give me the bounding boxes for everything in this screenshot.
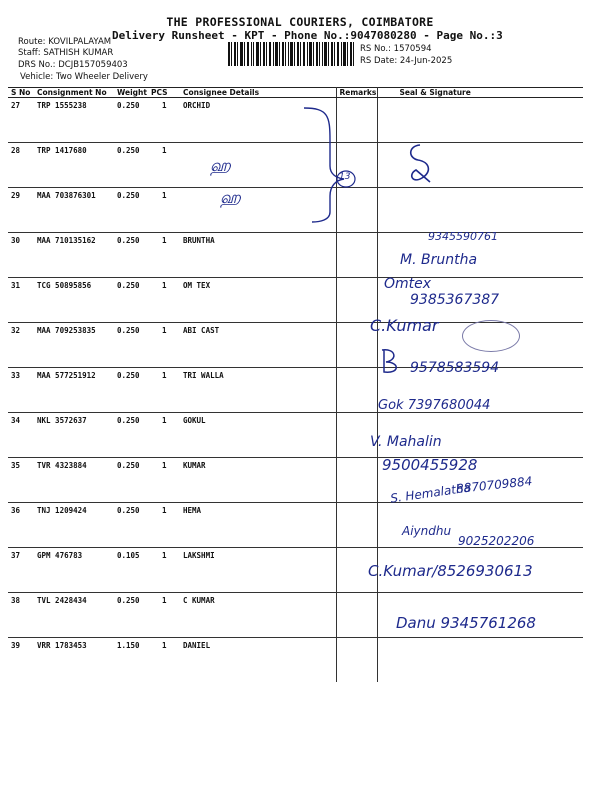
col-consignment: Consignment No [34,88,114,98]
row-weight: 0.250 [114,98,148,143]
row-seal [377,98,583,143]
row-consignment: TVR 4323884 [34,458,114,503]
runsheet-title: Delivery Runsheet - KPT - Phone No.:9047080280 - Page No.:3 [112,29,503,42]
row-pcs: 1 [148,458,180,503]
brace-mark [300,100,360,225]
row-weight: 0.250 [114,233,148,278]
row-remarks [336,503,377,548]
row-consignment: MAA 577251912 [34,368,114,413]
row-sno: 38 [8,593,34,638]
staff-label: Staff: SATHISH KUMAR [18,48,114,58]
row-consignment: TNJ 1209424 [34,503,114,548]
route-label: Route: KOVILPALAYAM [18,37,112,47]
row36-sign: S. Hemalatha [389,480,472,506]
row-remarks [336,593,377,638]
row-pcs: 1 [148,233,180,278]
row-pcs: 1 [148,368,180,413]
table-row [8,188,583,233]
row-consignee: BRUNTHA [180,233,336,278]
table-row [8,143,583,188]
row-sno: 30 [8,233,34,278]
row-consignment: TRP 1555238 [34,98,114,143]
row-sno: 36 [8,503,34,548]
row-consignment: TCG 50895856 [34,278,114,323]
row31-sign: Omtex [384,276,432,292]
runsheet-table [8,87,583,682]
row-consignee: ABI CAST [180,323,336,368]
row-pcs: 1 [148,323,180,368]
row38-sign: C.Kumar/8526930613 [368,562,533,580]
row-consignment: TVL 2428434 [34,593,114,638]
row-pcs: 1 [148,143,180,188]
row-sno: 27 [8,98,34,143]
col-weight: Weight [114,88,148,98]
row31-phone: 9385367387 [410,292,500,308]
row-weight: 0.250 [114,323,148,368]
row-weight: 0.250 [114,503,148,548]
row-weight: 1.150 [117,641,140,650]
row-consignee: HEMA [180,503,336,548]
table-header-row [8,88,583,98]
row35-phone: 9500455928 [382,456,478,474]
row33-sign [376,346,402,376]
row-consignment: NKL 3572637 [34,413,114,458]
remark-handwritten: 13 [339,172,351,182]
row-seal [377,188,583,233]
row36-phone: 8870709884 [455,474,533,496]
row-pcs: 1 [148,188,180,233]
row-consignee: DANIEL [180,638,336,683]
row34-sign: Gok 7397680044 [378,398,491,413]
table-row [8,98,583,143]
row-consignee: KUMAR [180,458,336,503]
row-consignment: GPM 476783 [34,548,114,593]
row-consignment: TRP 1417680 [34,143,114,188]
row32-sign: C.Kumar [370,316,439,335]
row-weight: 0.250 [114,413,148,458]
row39-sign: Danu 9345761268 [396,614,536,632]
row28-mark: ஹ [210,156,231,176]
courier-stamp [462,320,520,352]
row35-sign: V. Mahalin [370,434,442,450]
row-pcs: 1 [148,503,180,548]
row-weight: 0.250 [114,368,148,413]
company-name: THE PROFESSIONAL COURIERS, COIMBATORE [166,15,434,29]
row-weight: 0.250 [114,143,148,188]
row-consignee: ORCHID [180,98,336,143]
drs-number: DRS No.: DCJB157059403 [18,60,128,70]
row-pcs: 1 [148,278,180,323]
row-pcs: 1 [162,641,167,650]
row-consignment: MAA 710135162 [34,233,114,278]
row-remarks [336,233,377,278]
col-pcs: PCS [148,88,180,98]
row-seal [377,638,583,683]
row-sno: 39 [11,641,21,650]
row-sno: 37 [8,548,34,593]
row-pcs: 1 [148,548,180,593]
row-sno: 28 [8,143,34,188]
vehicle-label: Vehicle: Two Wheeler Delivery [20,72,148,82]
rs-number: RS No.: 1570594 [360,44,432,54]
row-consignee: LAKSHMI [180,548,336,593]
row33-phone: 9578583594 [410,360,500,376]
row-weight: 0.250 [114,458,148,503]
row-consignment: MAA 709253835 [34,323,114,368]
row-sno: 33 [8,368,34,413]
row-weight: 0.250 [114,278,148,323]
row37-phone: 9025202206 [458,534,535,548]
barcode-image [228,42,354,66]
col-sno: S No [8,88,34,98]
row-consignee: GOKUL [180,413,336,458]
col-seal: Seal & Signature [377,88,583,98]
table-row [8,638,583,683]
row-consignment: VRR 1783453 [37,641,87,650]
row30-phone: 9345590761 [428,230,498,243]
row-sno: 31 [8,278,34,323]
row-consignee: C KUMAR [180,593,336,638]
signature-loop [400,142,440,188]
row-sno: 32 [8,323,34,368]
row-consignee: OM TEX [180,278,336,323]
table-row [8,413,583,458]
row-weight: 0.250 [114,188,148,233]
rs-date: RS Date: 24-Jun-2025 [360,56,453,66]
row-remarks [336,638,377,683]
row-sno: 34 [8,413,34,458]
col-remarks: Remarks [336,88,377,98]
row-consignment: MAA 703876301 [34,188,114,233]
row-pcs: 1 [148,413,180,458]
row-sno: 35 [8,458,34,503]
row30-name: M. Bruntha [400,252,478,268]
row-consignee: TRI WALLA [180,368,336,413]
row-remarks [336,458,377,503]
col-details: Consignee Details [180,88,336,98]
row37-sign: Aiyndhu [402,524,452,538]
row-weight: 0.250 [114,593,148,638]
row29-mark: ஹ [220,188,241,208]
row-remarks [336,368,377,413]
row-weight: 0.105 [114,548,148,593]
row-pcs: 1 [148,98,180,143]
row-sno: 29 [8,188,34,233]
row-pcs: 1 [148,593,180,638]
